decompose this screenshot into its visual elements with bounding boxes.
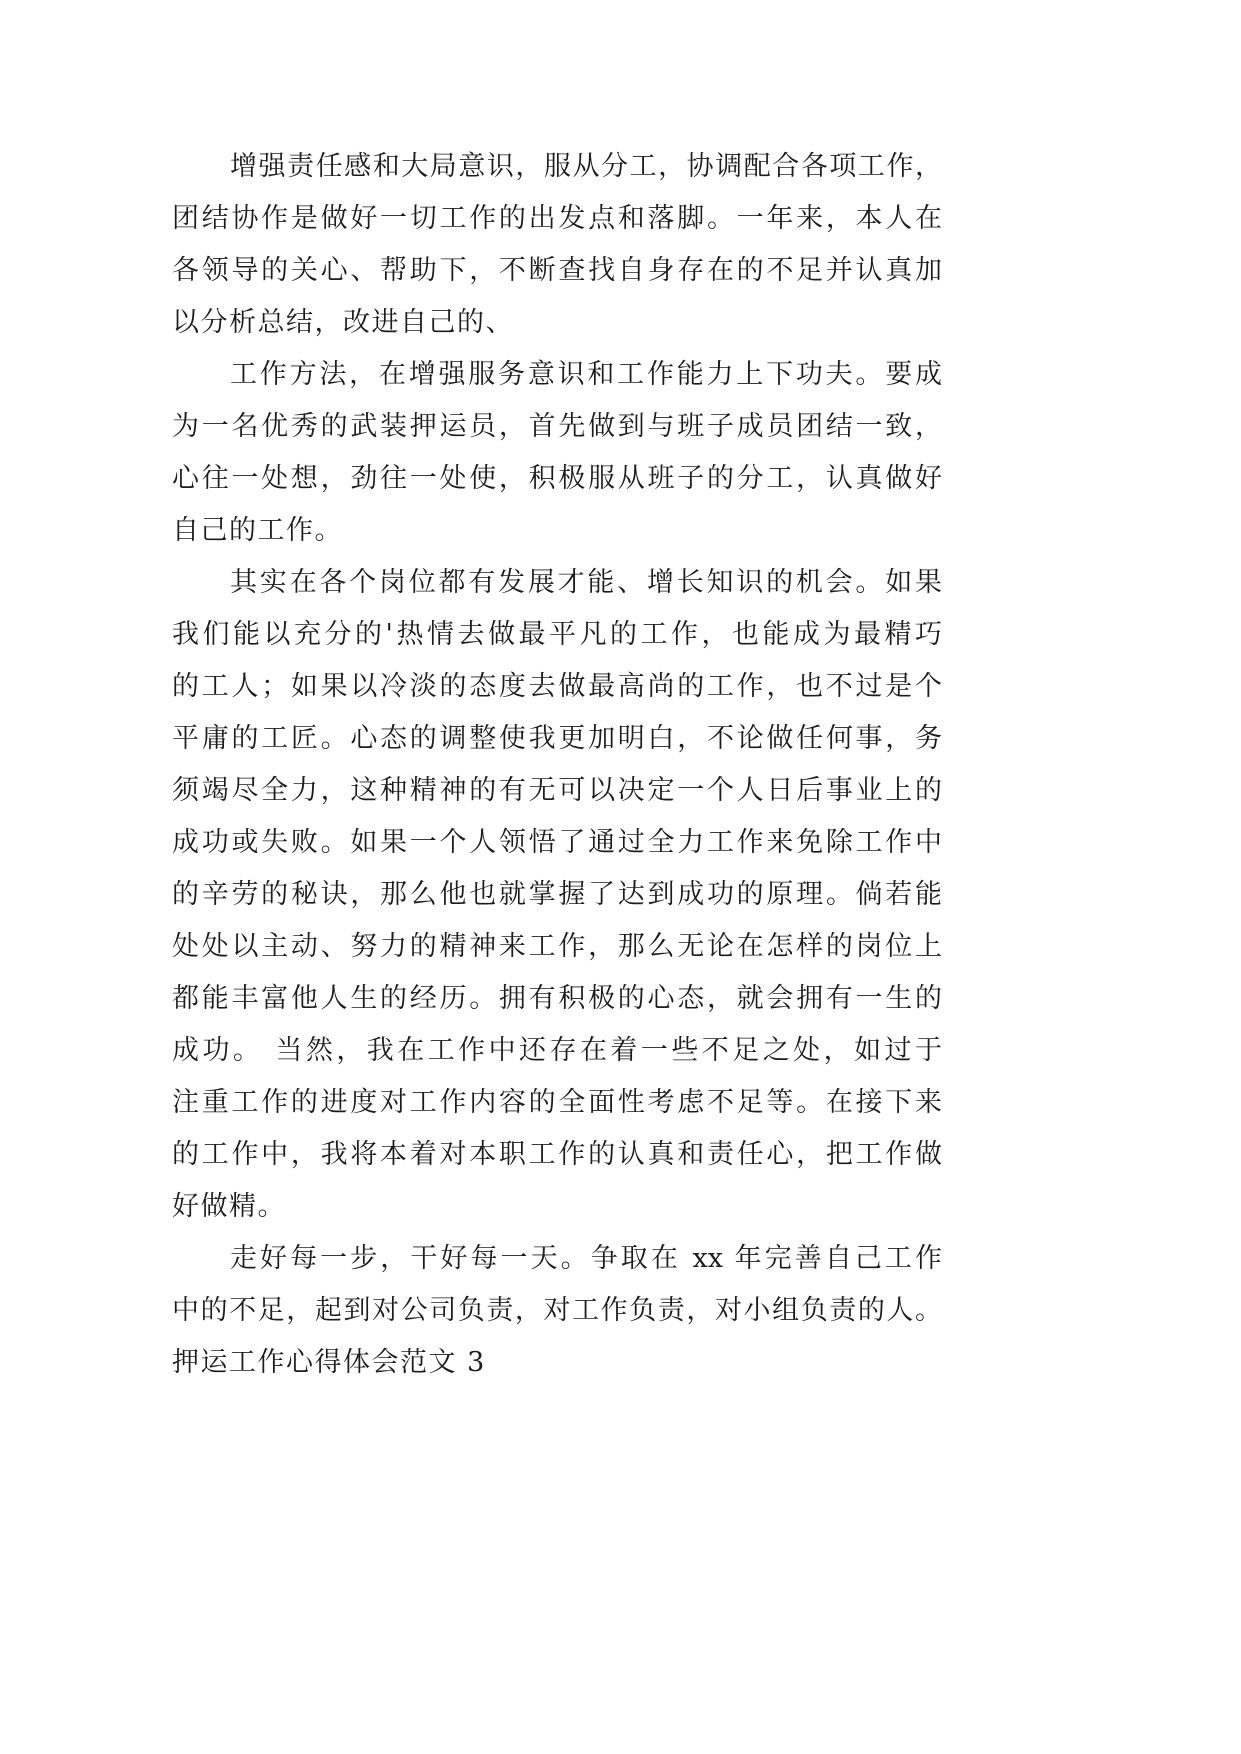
paragraph-line: 好做精。	[172, 1191, 286, 1222]
paragraph-line: 其实在各个岗位都有发展才能、增长知识的机会。如果	[230, 567, 942, 598]
paragraph-line: 增强责任感和大局意识，服从分工，协调配合各项工作，	[230, 151, 942, 182]
paragraph-line: 的辛劳的秘诀，那么他也就掌握了达到成功的原理。倘若能	[172, 879, 942, 910]
paragraph-line: 都能丰富他人生的经历。拥有积极的心态，就会拥有一生的	[172, 983, 942, 1014]
paragraph-line: 须竭尽全力，这种精神的有无可以决定一个人日后事业上的	[172, 775, 942, 806]
paragraph-line: 处处以主动、努力的精神来工作，那么无论在怎样的岗位上	[172, 931, 942, 962]
paragraph-line: 自己的工作。	[172, 515, 343, 546]
paragraph-line: 注重工作的进度对工作内容的全面性考虑不足等。在接下来	[172, 1087, 942, 1118]
paragraph-line: 成功或失败。如果一个人领悟了通过全力工作来免除工作中	[172, 827, 942, 858]
document-page	[172, 141, 942, 1389]
paragraph	[172, 557, 942, 1233]
paragraph-line: 各领导的关心、帮助下，不断查找自身存在的不足并认真加	[172, 255, 942, 286]
paragraph-line: 走好每一步，干好每一天。争取在 xx 年完善自己工作	[230, 1243, 942, 1274]
paragraph	[172, 1233, 942, 1337]
paragraph-line: 团结协作是做好一切工作的出发点和落脚。一年来，本人在	[172, 203, 942, 234]
paragraph-line: 工作方法，在增强服务意识和工作能力上下功夫。要成	[230, 359, 942, 390]
paragraph-line: 心往一处想，劲往一处使，积极服从班子的分工，认真做好	[172, 463, 942, 494]
paragraph-line: 我们能以充分的'热情去做最平凡的工作，也能成为最精巧	[172, 619, 942, 650]
paragraph-line: 为一名优秀的武装押运员，首先做到与班子成员团结一致，	[172, 411, 942, 442]
paragraph	[172, 349, 942, 557]
paragraph	[172, 141, 942, 349]
section-title: 押运工作心得体会范文 3	[172, 1347, 486, 1378]
paragraph-line: 的工人；如果以冷淡的态度去做最高尚的工作，也不过是个	[172, 671, 942, 702]
paragraph-line: 成功。 当然，我在工作中还存在着一些不足之处，如过于	[172, 1035, 942, 1066]
paragraph-line: 的工作中，我将本着对本职工作的认真和责任心，把工作做	[172, 1139, 942, 1170]
paragraph-line: 平庸的工匠。心态的调整使我更加明白，不论做任何事，务	[172, 723, 942, 754]
paragraph-line: 以分析总结，改进自己的、	[172, 307, 514, 338]
paragraph-line: 中的不足，起到对公司负责，对工作负责，对小组负责的人。	[172, 1295, 942, 1326]
